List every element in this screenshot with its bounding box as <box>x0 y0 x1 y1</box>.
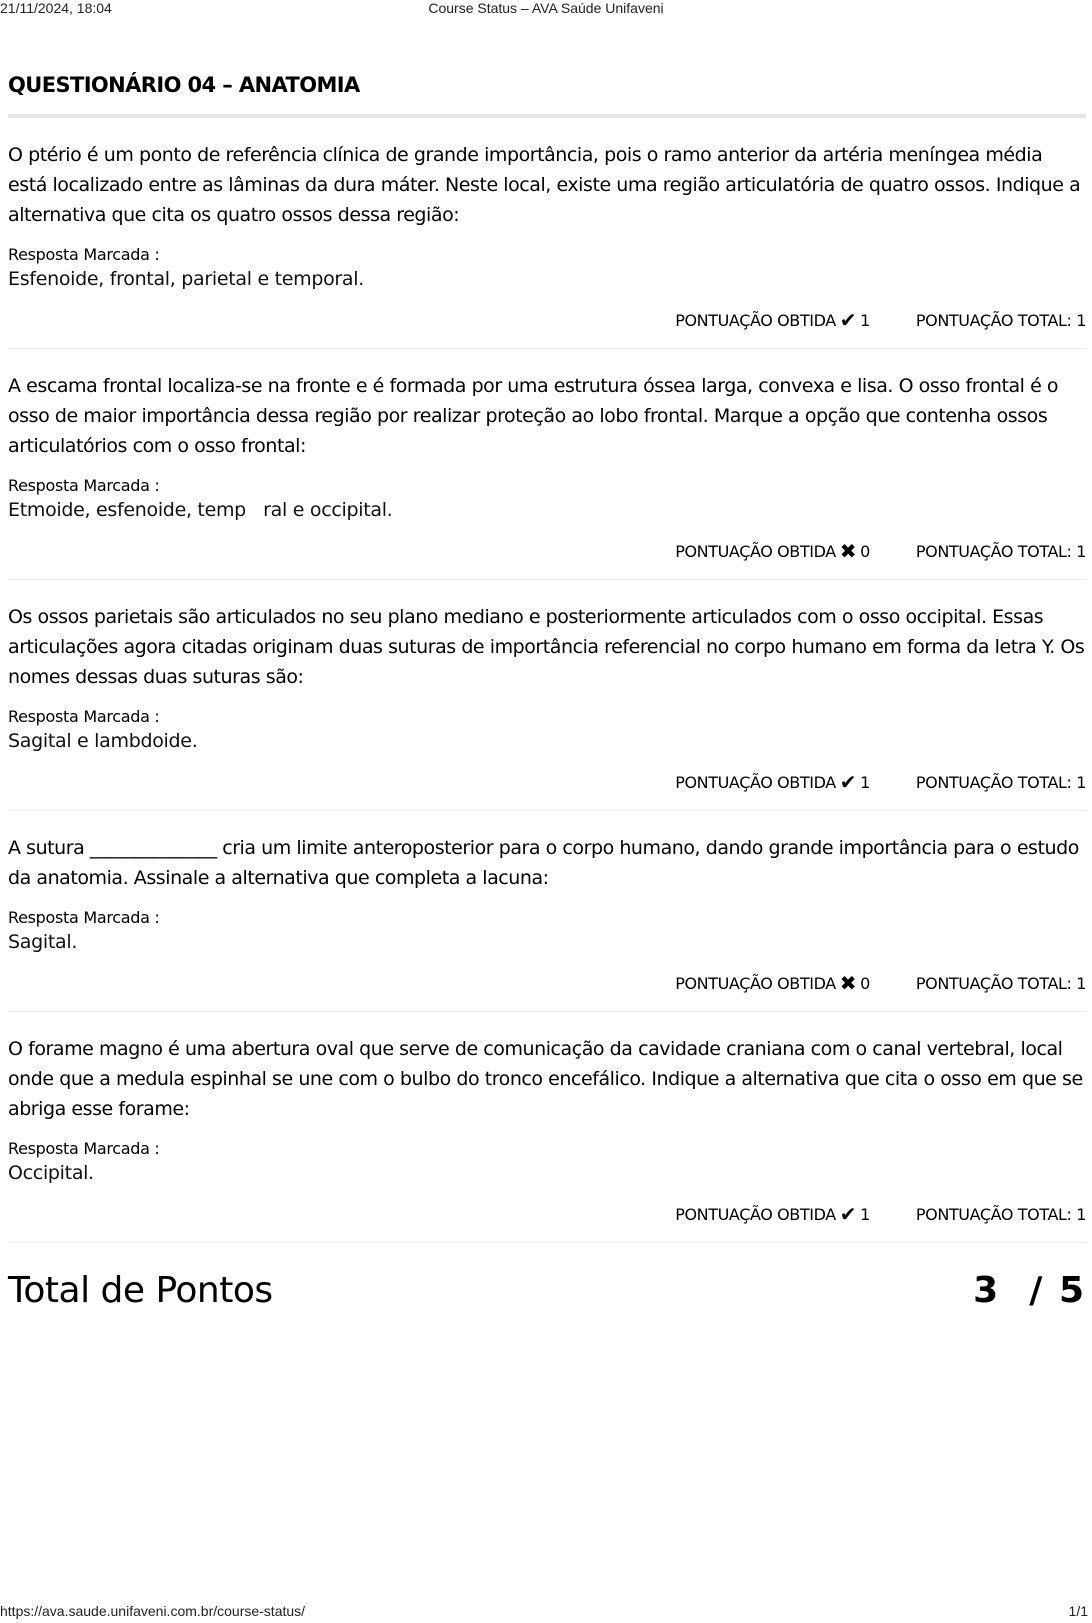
question-item <box>8 1012 1086 1243</box>
answer-label: Resposta Marcada : <box>8 908 160 927</box>
course-status-content <box>8 52 1086 1315</box>
score-total-value: 1 <box>1076 973 1086 993</box>
marked-answer: Etmoide, esfenoide, temp ral e occipital. <box>8 499 393 521</box>
score-row <box>8 308 1086 348</box>
score-total <box>916 773 1086 792</box>
wrong-x-icon: ✖ <box>839 539 857 563</box>
score-total-label: PONTUAÇÃO TOTAL: <box>915 1204 1072 1224</box>
score-total <box>916 542 1086 561</box>
score-obtained <box>675 310 870 330</box>
print-header <box>0 0 1092 16</box>
answer-label: Resposta Marcada : <box>8 707 160 726</box>
print-datetime: 21/11/2024, 18:04 <box>0 0 112 16</box>
marked-answer: Occipital. <box>8 1162 94 1184</box>
score-total-label: PONTUAÇÃO TOTAL: <box>915 541 1072 561</box>
score-obtained-value: 1 <box>860 1204 870 1224</box>
score-obtained-value: 0 <box>860 973 870 993</box>
score-total-value: 1 <box>1076 772 1086 792</box>
page-title: QUESTIONÁRIO 04 – ANATOMIA <box>8 73 360 97</box>
score-obtained-value: 1 <box>860 310 870 330</box>
print-footer <box>0 1603 1092 1619</box>
question-item <box>8 118 1086 349</box>
print-url: https://ava.saude.unifaveni.com.br/course-status/ <box>0 1603 306 1619</box>
question-item <box>8 580 1086 811</box>
total-points-row <box>8 1265 1086 1315</box>
answer-label: Resposta Marcada : <box>8 245 160 264</box>
score-obtained-value: 1 <box>860 772 870 792</box>
score-total-label: PONTUAÇÃO TOTAL: <box>915 772 1072 792</box>
score-obtained <box>675 1204 870 1224</box>
score-total-label: PONTUAÇÃO TOTAL: <box>915 973 1072 993</box>
score-total-value: 1 <box>1076 1204 1086 1224</box>
answer-label: Resposta Marcada : <box>8 1139 160 1158</box>
wrong-x-icon: ✖ <box>839 971 857 995</box>
score-obtained-label: PONTUAÇÃO OBTIDA <box>675 541 836 561</box>
score-obtained <box>675 541 870 561</box>
question-item <box>8 811 1086 1012</box>
marked-answer: Sagital e lambdoide. <box>8 730 198 752</box>
score-obtained-label: PONTUAÇÃO OBTIDA <box>675 310 836 330</box>
correct-check-icon: ✔ <box>839 770 857 794</box>
score-total-value: 1 <box>1076 541 1086 561</box>
question-item <box>8 349 1086 580</box>
score-obtained-label: PONTUAÇÃO OBTIDA <box>675 772 836 792</box>
score-obtained <box>675 772 870 792</box>
question-text: Os ossos parietais são articulados no seu plano mediano e posteriormente articulados com o osso occipital. Essas articulações agora citadas originam duas suturas de importância referencial no corpo humano em forma da letra Y. Os nomes dessas duas suturas são: <box>8 606 1085 688</box>
score-row <box>8 1202 1086 1242</box>
score-obtained-value: 0 <box>860 541 870 561</box>
score-obtained-label: PONTUAÇÃO OBTIDA <box>675 1204 836 1224</box>
correct-check-icon: ✔ <box>839 308 857 332</box>
score-row <box>8 770 1086 810</box>
score-total <box>916 1205 1086 1224</box>
marked-answer: Esfenoide, frontal, parietal e temporal. <box>8 268 364 290</box>
correct-check-icon: ✔ <box>839 1202 857 1226</box>
score-total-label: PONTUAÇÃO TOTAL: <box>915 310 1072 330</box>
score-total-value: 1 <box>1076 310 1086 330</box>
question-text: A escama frontal localiza-se na fronte e é formada por uma estrutura óssea larga, convexa e lisa. O osso frontal é o osso de maior importância dessa região por realizar proteção ao lobo frontal. Marque a opção que contenha ossos articulatórios com o osso frontal: <box>8 375 1059 457</box>
score-obtained-label: PONTUAÇÃO OBTIDA <box>675 973 836 993</box>
print-page-title: Course Status – AVA Saúde Unifaveni <box>428 0 664 16</box>
total-points-label: Total de Pontos <box>8 1269 273 1311</box>
score-total <box>916 311 1086 330</box>
marked-answer: Sagital. <box>8 931 78 953</box>
print-page-number: 1/1 <box>1068 1603 1088 1619</box>
total-points-score: 3 / 5 <box>973 1269 1086 1311</box>
score-row <box>8 539 1086 579</box>
score-row <box>8 971 1086 1011</box>
question-text: O ptério é um ponto de referência clínica de grande importância, pois o ramo anterior da artéria meníngea média está localizado entre as lâminas da dura máter. Neste local, existe uma região articulatória de quatro ossos. Indique a alternativa que cita os quatro ossos dessa região: <box>8 144 1081 226</box>
score-obtained <box>675 973 870 993</box>
question-text: O forame magno é uma abertura oval que serve de comunicação da cavidade craniana com o canal vertebral, local onde que a medula espinhal se une com o bulbo do tronco encefálico. Indique a alternativa que cita o osso em que se abriga esse forame: <box>8 1038 1083 1120</box>
score-total <box>916 974 1086 993</box>
answer-label: Resposta Marcada : <box>8 476 160 495</box>
question-text: A sutura ______________ cria um limite anteroposterior para o corpo humano, dando grande importância para o estudo da anatomia. Assinale a alternativa que completa a lacuna: <box>8 837 1079 889</box>
